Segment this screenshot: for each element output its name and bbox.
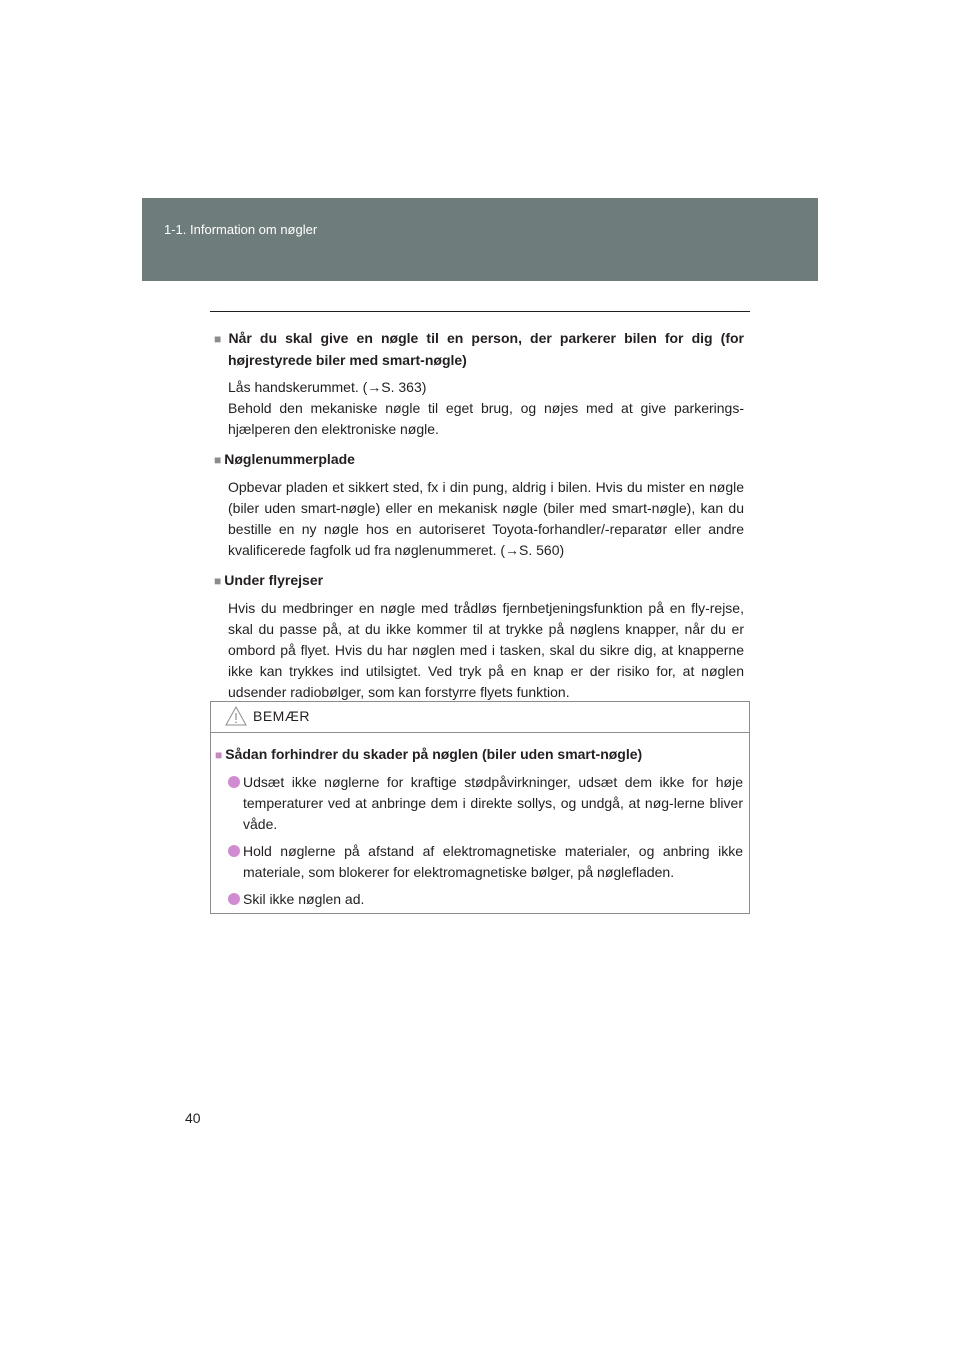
body-line: Hvis du medbringer en nøgle med trådløs fjernbetjeningsfunktion på en fly-rejse, skal du passe på, at du ikke kommer til at trykke på nøglens knapper, når du er ombord på flyet. Hvis du har nøglen med i tasken, skal du sikre dig, at knapperne ikke kan trykkes ind utilsigtet. Ved tryk på en knap er der risiko for, at nøglen udsender radiobølger, som kan forstyrre flyets funktion. <box>228 600 744 700</box>
page-number: 40 <box>185 1110 201 1126</box>
item-heading: ■ Nøglenummerplade <box>214 451 355 467</box>
square-bullet-icon: ■ <box>215 748 223 762</box>
divider <box>210 311 750 312</box>
info-item <box>214 328 744 440</box>
item-heading: ■ Under flyrejser <box>214 572 324 588</box>
body-line: Lås handskerummet. (→S. 363) <box>228 379 427 395</box>
notice-title: BEMÆR <box>253 708 310 724</box>
item-heading: ■ Når du skal give en nøgle til en person, der parkerer bilen for dig (for højrestyrede biler med smart-nøgle) <box>214 330 745 368</box>
notice-box <box>210 701 750 914</box>
notice-header <box>211 702 749 733</box>
notice-bullet: Skil ikke nøglen ad. <box>215 889 743 910</box>
info-item <box>214 449 744 561</box>
square-bullet-icon: ■ <box>214 332 226 346</box>
warning-triangle-icon <box>225 706 247 726</box>
circle-bullet-icon <box>228 893 240 905</box>
notice-bullet: Udsæt ikke nøglerne for kraftige stødpåvirkninger, udsæt dem ikke for høje temperaturer ved at anbringe dem i direkte sollys, og undgå, at nøg-lerne bliver våde. <box>215 772 743 835</box>
section-header <box>142 198 818 281</box>
item-body <box>214 598 744 703</box>
square-bullet-icon: ■ <box>214 574 222 588</box>
info-item <box>214 570 744 703</box>
circle-bullet-icon <box>228 776 240 788</box>
body-line: Opbevar pladen et sikkert sted, fx i din pung, aldrig i bilen. Hvis du mister en nøgle (biler uden smart-nøgle) eller en mekanisk nøgle (biler med smart-nøgle), kan du bestille en ny nøgle hos en autoriseret Toyota-forhandler/-reparatør eller andre kvalificerede fagfolk ud fra nøglenummeret. (→S. 560) <box>228 479 744 558</box>
section-title: 1-1. Information om nøgler <box>164 222 318 237</box>
main-content <box>214 328 744 712</box>
circle-bullet-icon <box>228 845 240 857</box>
item-body <box>214 377 744 440</box>
item-body <box>214 477 744 561</box>
notice-bullet: Hold nøglerne på afstand af elektromagnetiske materialer, og anbring ikke materiale, som blokerer for elektromagnetiske bølger, på nøglefladen. <box>215 841 743 883</box>
body-line: Behold den mekaniske nøgle til eget brug, og nøjes med at give parkerings-hjælperen den elektroniske nøgle. <box>228 400 744 437</box>
notice-heading: ■ Sådan forhindrer du skader på nøglen (biler uden smart-nøgle) <box>215 746 643 762</box>
notice-body <box>211 733 749 910</box>
square-bullet-icon: ■ <box>214 453 222 467</box>
